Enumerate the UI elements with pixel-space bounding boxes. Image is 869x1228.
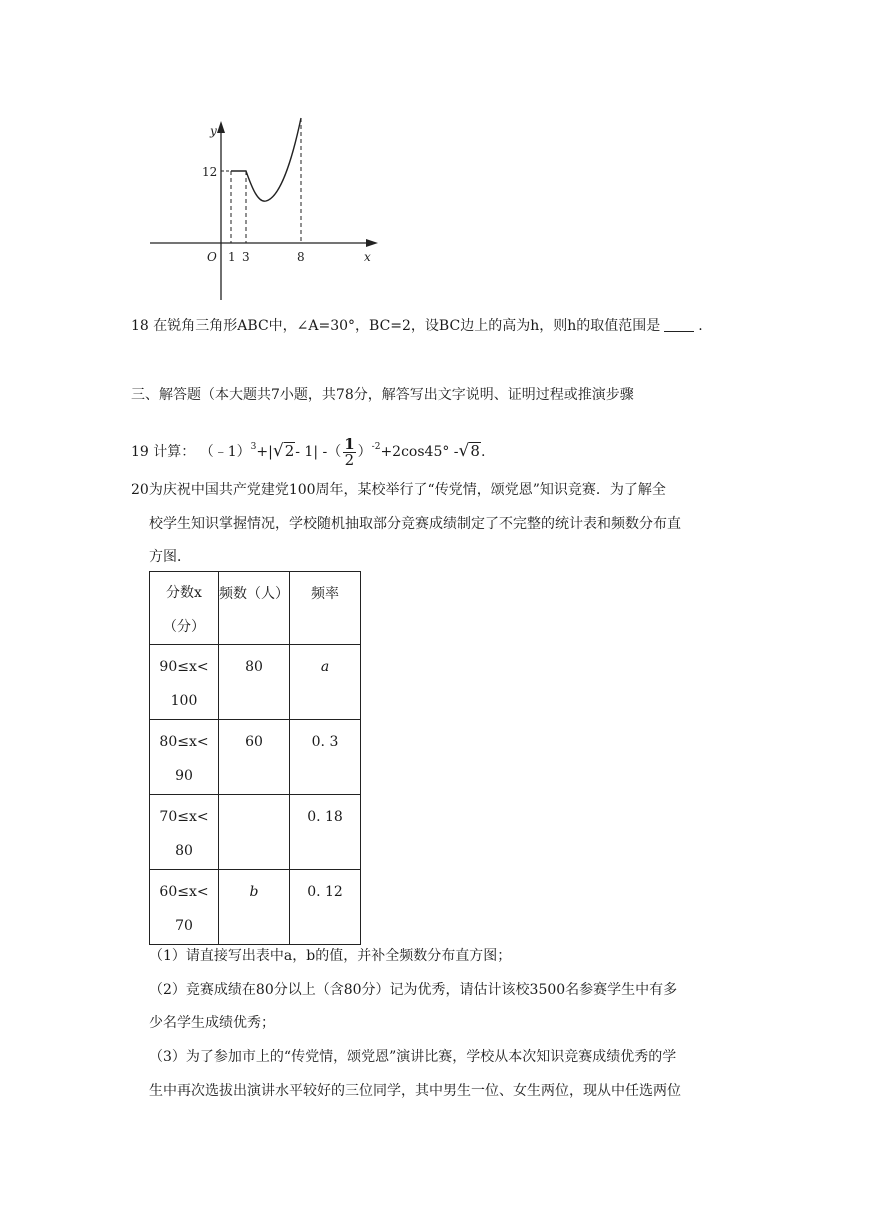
- row-range: [150, 870, 219, 945]
- fraction-denominator: 2: [344, 450, 355, 469]
- table-row: [150, 870, 361, 945]
- question-19-label: 计算：: [153, 444, 196, 460]
- expr-part-2: +|: [256, 444, 273, 460]
- header-score-line-1: 分数x: [166, 585, 202, 601]
- row-range-line-1: 80≤x<: [159, 734, 209, 750]
- row-range-line-1: 70≤x<: [159, 809, 209, 825]
- row-range-line-1: 60≤x<: [159, 884, 209, 900]
- sub-question-1: （1）请直接写出表中a，b的值，并补全频数分布直方图；: [149, 948, 512, 964]
- row-frequency: 0. 3: [290, 720, 361, 795]
- sqrt-8: 8: [470, 442, 480, 460]
- sub-question-2-line-2: 少名学生成绩优秀；: [149, 1015, 275, 1031]
- x-axis-label: x: [364, 250, 371, 264]
- x-tick-label-1: 1: [228, 250, 236, 264]
- question-19-number: 19: [131, 444, 149, 460]
- row-count: [219, 795, 290, 870]
- question-19: [131, 432, 485, 468]
- statistics-table: [149, 571, 361, 945]
- row-range-line-2: 80: [175, 843, 193, 859]
- row-count: 80: [219, 645, 290, 720]
- question-20-line-3: 方图．: [149, 549, 191, 565]
- row-range-line-2: 100: [170, 693, 198, 709]
- row-range: [150, 645, 219, 720]
- table-row: [150, 720, 361, 795]
- y-tick-label: 12: [202, 165, 218, 179]
- section-3-heading: 三、解答题（本大题共7小题，共78分，解答写出文字说明、证明过程或推演步骤: [131, 387, 634, 403]
- row-count: b: [219, 870, 290, 945]
- expr-part-1: （﹣1）: [199, 444, 251, 460]
- row-frequency: 0. 18: [290, 795, 361, 870]
- table-header-row: [150, 572, 361, 645]
- origin-label: O: [207, 250, 217, 264]
- y-axis-label: y: [210, 124, 217, 138]
- radical-sign-icon: √: [272, 441, 284, 461]
- row-range-line-2: 70: [175, 918, 193, 934]
- fraction-one-half: [343, 434, 355, 469]
- header-frequency: 频率: [290, 572, 361, 645]
- fraction-numerator: 1: [344, 434, 355, 453]
- header-score: [150, 572, 219, 645]
- x-tick-label-8: 8: [297, 250, 305, 264]
- x-tick-label-3: 3: [242, 250, 250, 264]
- row-range-line-1: 90≤x<: [159, 659, 209, 675]
- radical-sign-icon: √: [458, 441, 470, 461]
- function-curve: [231, 118, 301, 201]
- row-range: [150, 720, 219, 795]
- answer-blank: [664, 317, 694, 332]
- table-row: [150, 795, 361, 870]
- function-graph: [140, 110, 390, 310]
- question-20-text-1: 为庆祝中国共产党建党100周年，某校举行了“传党情，颂党恩”知识竞赛．为了解全: [148, 482, 666, 498]
- expr-part-6: .: [480, 444, 486, 460]
- expr-part-4: ）: [357, 444, 372, 460]
- question-20-number: 20: [131, 482, 149, 498]
- row-frequency: 0. 12: [290, 870, 361, 945]
- exponent-1: 3: [250, 442, 257, 452]
- sub-question-3-line-2: 生中再次选拔出演讲水平较好的三位同学，其中男生一位、女生两位，现从中任选两位: [149, 1083, 681, 1099]
- row-range: [150, 795, 219, 870]
- sqrt-2: 2: [284, 442, 295, 460]
- question-18-number: 18: [131, 318, 149, 334]
- question-18-text: 在锐角三角形ABC中，∠A=30°，BC=2，设BC边上的高为h，则h的取值范围是: [153, 318, 661, 334]
- sub-question-3-line-1: （3）为了参加市上的“传党情，颂党恩”演讲比赛，学校从本次知识竞赛成绩优秀的学: [149, 1049, 677, 1065]
- row-range-line-2: 90: [175, 768, 193, 784]
- row-frequency: a: [290, 645, 361, 720]
- exponent-2: -2: [371, 442, 381, 452]
- question-20-line-2: 校学生知识掌握情况，学校随机抽取部分竞赛成绩制定了不完整的统计表和频数分布直: [149, 516, 681, 532]
- y-axis-arrow: [217, 121, 225, 133]
- header-score-line-2: （分）: [163, 619, 205, 635]
- sub-question-2-line-1: （2）竞赛成绩在80分以上（含80分）记为优秀，请估计该校3500名参赛学生中有多: [149, 982, 678, 998]
- question-20-line-1: [131, 480, 666, 500]
- row-count: 60: [219, 720, 290, 795]
- table-row: [150, 645, 361, 720]
- x-axis-arrow: [366, 239, 378, 247]
- question-18-end: .: [698, 318, 703, 334]
- expr-part-5: +2cos45° -: [380, 444, 459, 460]
- expr-part-3: - 1| -（: [295, 444, 342, 460]
- question-18: [131, 316, 703, 336]
- header-count: 频数（人）: [219, 572, 290, 645]
